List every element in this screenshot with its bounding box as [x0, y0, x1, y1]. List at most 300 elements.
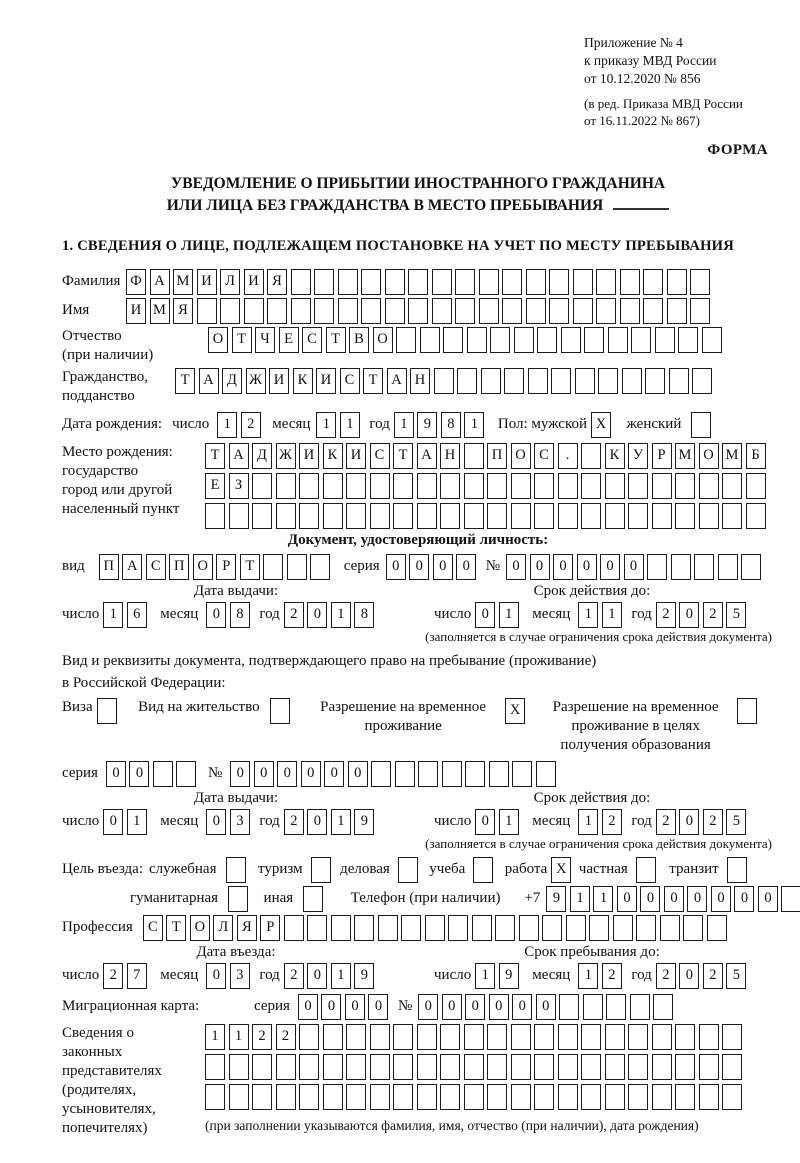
char-box[interactable] [442, 761, 462, 787]
char-box[interactable]: 9 [546, 886, 566, 912]
char-box[interactable] [393, 503, 413, 529]
char-box[interactable] [267, 298, 287, 324]
char-box[interactable] [440, 503, 460, 529]
char-box[interactable] [270, 698, 290, 724]
char-box[interactable] [473, 857, 493, 883]
char-box[interactable]: 2 [284, 963, 304, 989]
char-box[interactable] [549, 298, 569, 324]
char-box[interactable] [378, 915, 398, 941]
char-box[interactable] [455, 298, 475, 324]
char-box[interactable] [370, 1024, 390, 1050]
char-box[interactable]: Б [746, 443, 766, 469]
char-box[interactable] [323, 1084, 343, 1110]
char-box[interactable]: 0 [536, 994, 556, 1020]
char-box[interactable] [457, 368, 477, 394]
char-box[interactable]: 1 [499, 602, 519, 628]
char-box[interactable] [314, 269, 334, 295]
char-box[interactable]: 2 [703, 963, 723, 989]
char-box[interactable] [636, 915, 656, 941]
char-box[interactable]: Ф [126, 269, 146, 295]
char-box[interactable]: В [349, 327, 369, 353]
char-box[interactable]: 1 [593, 886, 613, 912]
char-box[interactable]: 0 [679, 963, 699, 989]
char-box[interactable] [467, 327, 487, 353]
char-box[interactable]: Е [205, 473, 225, 499]
char-box[interactable] [628, 1084, 648, 1110]
char-box[interactable]: П [169, 554, 189, 580]
char-box[interactable] [551, 368, 571, 394]
char-box[interactable]: А [150, 269, 170, 295]
char-box[interactable] [472, 915, 492, 941]
char-box[interactable] [495, 915, 515, 941]
char-box[interactable]: И [126, 298, 146, 324]
char-box[interactable] [370, 1084, 390, 1110]
char-box[interactable]: 1 [205, 1024, 225, 1050]
char-box[interactable]: X [591, 412, 611, 438]
char-box[interactable] [487, 473, 507, 499]
char-box[interactable] [512, 761, 532, 787]
char-box[interactable] [702, 327, 722, 353]
char-box[interactable]: 0 [577, 554, 597, 580]
char-box[interactable] [718, 554, 738, 580]
char-box[interactable]: 0 [624, 554, 644, 580]
char-box[interactable]: 1 [602, 602, 622, 628]
char-box[interactable]: С [534, 443, 554, 469]
char-box[interactable] [418, 761, 438, 787]
char-box[interactable] [252, 503, 272, 529]
char-box[interactable] [699, 1054, 719, 1080]
char-box[interactable]: 1 [217, 412, 237, 438]
char-box[interactable] [176, 761, 196, 787]
char-box[interactable]: 5 [726, 809, 746, 835]
char-box[interactable] [393, 1024, 413, 1050]
char-box[interactable]: Я [237, 915, 257, 941]
char-box[interactable] [566, 915, 586, 941]
char-box[interactable]: Н [410, 368, 430, 394]
char-box[interactable]: 0 [679, 809, 699, 835]
char-box[interactable] [699, 503, 719, 529]
char-box[interactable] [608, 327, 628, 353]
char-box[interactable] [622, 368, 642, 394]
char-box[interactable]: Р [260, 915, 280, 941]
char-box[interactable] [291, 298, 311, 324]
char-box[interactable]: 0 [506, 554, 526, 580]
char-box[interactable]: 2 [284, 602, 304, 628]
char-box[interactable] [244, 298, 264, 324]
char-box[interactable] [605, 1054, 625, 1080]
char-box[interactable] [581, 1024, 601, 1050]
char-box[interactable]: 0 [456, 554, 476, 580]
char-box[interactable] [205, 503, 225, 529]
char-box[interactable] [464, 1054, 484, 1080]
char-box[interactable] [346, 473, 366, 499]
char-box[interactable]: О [193, 554, 213, 580]
char-box[interactable]: 0 [277, 761, 297, 787]
char-box[interactable]: И [244, 269, 264, 295]
char-box[interactable] [652, 1084, 672, 1110]
char-box[interactable] [675, 473, 695, 499]
char-box[interactable]: 2 [703, 809, 723, 835]
char-box[interactable] [573, 269, 593, 295]
char-box[interactable]: 0 [664, 886, 684, 912]
char-box[interactable]: С [370, 443, 390, 469]
char-box[interactable] [393, 1054, 413, 1080]
char-box[interactable]: И [269, 368, 289, 394]
char-box[interactable] [425, 915, 445, 941]
char-box[interactable] [558, 1024, 578, 1050]
char-box[interactable]: 2 [602, 963, 622, 989]
char-box[interactable] [323, 473, 343, 499]
char-box[interactable] [652, 1054, 672, 1080]
char-box[interactable]: Д [222, 368, 242, 394]
char-box[interactable] [628, 503, 648, 529]
char-box[interactable] [370, 473, 390, 499]
char-box[interactable]: 9 [417, 412, 437, 438]
char-box[interactable]: П [99, 554, 119, 580]
char-box[interactable] [252, 1054, 272, 1080]
char-box[interactable]: 3 [230, 809, 250, 835]
char-box[interactable]: 0 [475, 809, 495, 835]
char-box[interactable] [252, 1084, 272, 1110]
char-box[interactable] [323, 503, 343, 529]
char-box[interactable]: Т [393, 443, 413, 469]
char-box[interactable] [537, 327, 557, 353]
char-box[interactable]: 0 [230, 761, 250, 787]
char-box[interactable]: 2 [241, 412, 261, 438]
char-box[interactable]: И [197, 269, 217, 295]
char-box[interactable] [464, 443, 484, 469]
char-box[interactable] [559, 994, 579, 1020]
char-box[interactable] [511, 503, 531, 529]
char-box[interactable]: 8 [230, 602, 250, 628]
char-box[interactable]: 2 [103, 963, 123, 989]
char-box[interactable] [487, 1054, 507, 1080]
char-box[interactable] [549, 269, 569, 295]
char-box[interactable] [252, 473, 272, 499]
char-box[interactable] [276, 1084, 296, 1110]
char-box[interactable] [443, 327, 463, 353]
char-box[interactable] [628, 1024, 648, 1050]
char-box[interactable] [722, 1054, 742, 1080]
char-box[interactable] [455, 269, 475, 295]
char-box[interactable]: 0 [617, 886, 637, 912]
char-box[interactable]: 5 [726, 963, 746, 989]
char-box[interactable] [511, 1054, 531, 1080]
char-box[interactable]: А [199, 368, 219, 394]
char-box[interactable]: X [551, 857, 571, 883]
char-box[interactable]: 2 [656, 602, 676, 628]
char-box[interactable]: 0 [418, 994, 438, 1020]
char-box[interactable] [606, 994, 626, 1020]
char-box[interactable]: 0 [530, 554, 550, 580]
char-box[interactable]: 2 [656, 809, 676, 835]
char-box[interactable]: 1 [578, 963, 598, 989]
char-box[interactable] [385, 298, 405, 324]
char-box[interactable]: И [346, 443, 366, 469]
char-box[interactable] [346, 1084, 366, 1110]
char-box[interactable] [440, 1084, 460, 1110]
char-box[interactable] [534, 1084, 554, 1110]
char-box[interactable] [396, 327, 416, 353]
char-box[interactable] [311, 857, 331, 883]
char-box[interactable] [393, 473, 413, 499]
char-box[interactable] [620, 269, 640, 295]
char-box[interactable] [346, 1054, 366, 1080]
char-box[interactable] [526, 298, 546, 324]
char-box[interactable] [370, 1054, 390, 1080]
char-box[interactable] [675, 1054, 695, 1080]
char-box[interactable]: Л [220, 269, 240, 295]
char-box[interactable]: 0 [679, 602, 699, 628]
char-box[interactable] [361, 269, 381, 295]
char-box[interactable] [534, 473, 554, 499]
char-box[interactable] [707, 915, 727, 941]
char-box[interactable]: 0 [321, 994, 341, 1020]
char-box[interactable] [653, 994, 673, 1020]
char-box[interactable] [746, 503, 766, 529]
char-box[interactable] [153, 761, 173, 787]
char-box[interactable] [620, 298, 640, 324]
char-box[interactable] [489, 761, 509, 787]
char-box[interactable] [197, 298, 217, 324]
char-box[interactable] [652, 1024, 672, 1050]
char-box[interactable] [417, 473, 437, 499]
char-box[interactable]: И [316, 368, 336, 394]
char-box[interactable]: Т [175, 368, 195, 394]
char-box[interactable]: И [299, 443, 319, 469]
char-box[interactable] [596, 269, 616, 295]
char-box[interactable] [487, 1084, 507, 1110]
char-box[interactable]: 0 [301, 761, 321, 787]
char-box[interactable]: Т [326, 327, 346, 353]
char-box[interactable] [310, 554, 330, 580]
char-box[interactable]: 0 [758, 886, 778, 912]
char-box[interactable] [575, 368, 595, 394]
char-box[interactable]: К [605, 443, 625, 469]
char-box[interactable]: 0 [206, 809, 226, 835]
char-box[interactable] [303, 886, 323, 912]
char-box[interactable]: 1 [331, 602, 351, 628]
char-box[interactable] [542, 915, 562, 941]
char-box[interactable] [678, 327, 698, 353]
char-box[interactable]: 5 [726, 602, 746, 628]
char-box[interactable] [605, 1024, 625, 1050]
char-box[interactable] [605, 1084, 625, 1110]
char-box[interactable]: 0 [206, 602, 226, 628]
char-box[interactable] [263, 554, 283, 580]
char-box[interactable] [338, 298, 358, 324]
char-box[interactable] [683, 915, 703, 941]
char-box[interactable]: 0 [409, 554, 429, 580]
char-box[interactable]: 0 [206, 963, 226, 989]
char-box[interactable] [401, 915, 421, 941]
char-box[interactable]: 8 [441, 412, 461, 438]
char-box[interactable]: 0 [345, 994, 365, 1020]
char-box[interactable]: 2 [276, 1024, 296, 1050]
char-box[interactable]: 6 [127, 602, 147, 628]
char-box[interactable] [536, 761, 556, 787]
char-box[interactable] [417, 1024, 437, 1050]
char-box[interactable]: Я [173, 298, 193, 324]
char-box[interactable] [464, 1084, 484, 1110]
char-box[interactable] [583, 994, 603, 1020]
char-box[interactable] [205, 1084, 225, 1110]
char-box[interactable] [741, 554, 761, 580]
char-box[interactable] [675, 503, 695, 529]
char-box[interactable]: 1 [499, 809, 519, 835]
char-box[interactable]: 3 [230, 963, 250, 989]
char-box[interactable] [675, 1084, 695, 1110]
char-box[interactable]: 0 [106, 761, 126, 787]
char-box[interactable]: А [229, 443, 249, 469]
char-box[interactable]: Т [363, 368, 383, 394]
char-box[interactable]: 0 [475, 602, 495, 628]
char-box[interactable] [558, 473, 578, 499]
char-box[interactable]: Р [216, 554, 236, 580]
char-box[interactable]: 1 [103, 602, 123, 628]
char-box[interactable] [667, 269, 687, 295]
char-box[interactable] [434, 368, 454, 394]
char-box[interactable] [690, 298, 710, 324]
char-box[interactable]: С [302, 327, 322, 353]
char-box[interactable] [205, 1054, 225, 1080]
char-box[interactable] [448, 915, 468, 941]
char-box[interactable] [605, 503, 625, 529]
char-box[interactable] [511, 473, 531, 499]
char-box[interactable] [307, 915, 327, 941]
char-box[interactable] [291, 269, 311, 295]
char-box[interactable] [487, 503, 507, 529]
char-box[interactable]: А [122, 554, 142, 580]
char-box[interactable] [526, 269, 546, 295]
char-box[interactable] [692, 368, 712, 394]
char-box[interactable]: 0 [254, 761, 274, 787]
char-box[interactable]: 0 [512, 994, 532, 1020]
char-box[interactable]: М [150, 298, 170, 324]
char-box[interactable] [519, 915, 539, 941]
char-box[interactable]: 9 [354, 809, 374, 835]
char-box[interactable] [408, 269, 428, 295]
char-box[interactable]: 0 [103, 809, 123, 835]
char-box[interactable] [528, 368, 548, 394]
char-box[interactable]: Т [240, 554, 260, 580]
char-box[interactable]: 1 [331, 963, 351, 989]
char-box[interactable]: 0 [640, 886, 660, 912]
char-box[interactable] [645, 368, 665, 394]
char-box[interactable] [502, 298, 522, 324]
char-box[interactable]: Ж [276, 443, 296, 469]
char-box[interactable]: 9 [354, 963, 374, 989]
char-box[interactable] [598, 368, 618, 394]
char-box[interactable] [511, 1084, 531, 1110]
char-box[interactable] [534, 503, 554, 529]
char-box[interactable] [408, 298, 428, 324]
char-box[interactable]: 1 [570, 886, 590, 912]
char-box[interactable] [573, 298, 593, 324]
char-box[interactable] [630, 994, 650, 1020]
char-box[interactable] [440, 1024, 460, 1050]
char-box[interactable] [694, 554, 714, 580]
char-box[interactable] [558, 503, 578, 529]
char-box[interactable]: 0 [734, 886, 754, 912]
char-box[interactable] [669, 368, 689, 394]
char-box[interactable] [346, 503, 366, 529]
char-box[interactable] [596, 298, 616, 324]
char-box[interactable] [655, 327, 675, 353]
char-box[interactable] [667, 298, 687, 324]
char-box[interactable] [299, 1024, 319, 1050]
char-box[interactable]: 1 [127, 809, 147, 835]
char-box[interactable]: 1 [331, 809, 351, 835]
char-box[interactable]: О [511, 443, 531, 469]
char-box[interactable]: М [722, 443, 742, 469]
char-box[interactable] [584, 327, 604, 353]
char-box[interactable]: 0 [553, 554, 573, 580]
char-box[interactable]: О [208, 327, 228, 353]
char-box[interactable]: 0 [600, 554, 620, 580]
char-box[interactable] [229, 503, 249, 529]
char-box[interactable] [722, 503, 742, 529]
char-box[interactable] [226, 857, 246, 883]
char-box[interactable]: 0 [307, 809, 327, 835]
char-box[interactable]: Л [213, 915, 233, 941]
char-box[interactable] [287, 554, 307, 580]
char-box[interactable]: 1 [229, 1024, 249, 1050]
char-box[interactable]: 1 [316, 412, 336, 438]
char-box[interactable] [338, 269, 358, 295]
char-box[interactable]: 2 [284, 809, 304, 835]
char-box[interactable]: 1 [394, 412, 414, 438]
char-box[interactable]: П [487, 443, 507, 469]
char-box[interactable] [581, 1084, 601, 1110]
char-box[interactable]: 2 [602, 809, 622, 835]
char-box[interactable] [276, 503, 296, 529]
char-box[interactable] [699, 1024, 719, 1050]
char-box[interactable] [628, 1054, 648, 1080]
char-box[interactable]: 0 [489, 994, 509, 1020]
char-box[interactable]: Д [252, 443, 272, 469]
char-box[interactable] [323, 1054, 343, 1080]
char-box[interactable] [479, 269, 499, 295]
char-box[interactable] [220, 298, 240, 324]
char-box[interactable] [385, 269, 405, 295]
char-box[interactable] [432, 269, 452, 295]
char-box[interactable] [581, 443, 601, 469]
char-box[interactable]: 1 [578, 602, 598, 628]
char-box[interactable]: С [146, 554, 166, 580]
char-box[interactable]: Ч [255, 327, 275, 353]
char-box[interactable]: О [699, 443, 719, 469]
char-box[interactable] [464, 473, 484, 499]
char-box[interactable] [605, 473, 625, 499]
char-box[interactable] [671, 554, 691, 580]
char-box[interactable] [440, 473, 460, 499]
char-box[interactable]: 0 [307, 602, 327, 628]
char-box[interactable]: Т [232, 327, 252, 353]
char-box[interactable]: 1 [340, 412, 360, 438]
char-box[interactable] [417, 1054, 437, 1080]
char-box[interactable] [781, 886, 800, 912]
char-box[interactable] [371, 761, 391, 787]
char-box[interactable] [675, 1024, 695, 1050]
char-box[interactable] [511, 1024, 531, 1050]
char-box[interactable]: 0 [465, 994, 485, 1020]
char-box[interactable]: 1 [464, 412, 484, 438]
char-box[interactable]: 1 [578, 809, 598, 835]
char-box[interactable] [420, 327, 440, 353]
char-box[interactable]: 0 [129, 761, 149, 787]
char-box[interactable]: Р [652, 443, 672, 469]
